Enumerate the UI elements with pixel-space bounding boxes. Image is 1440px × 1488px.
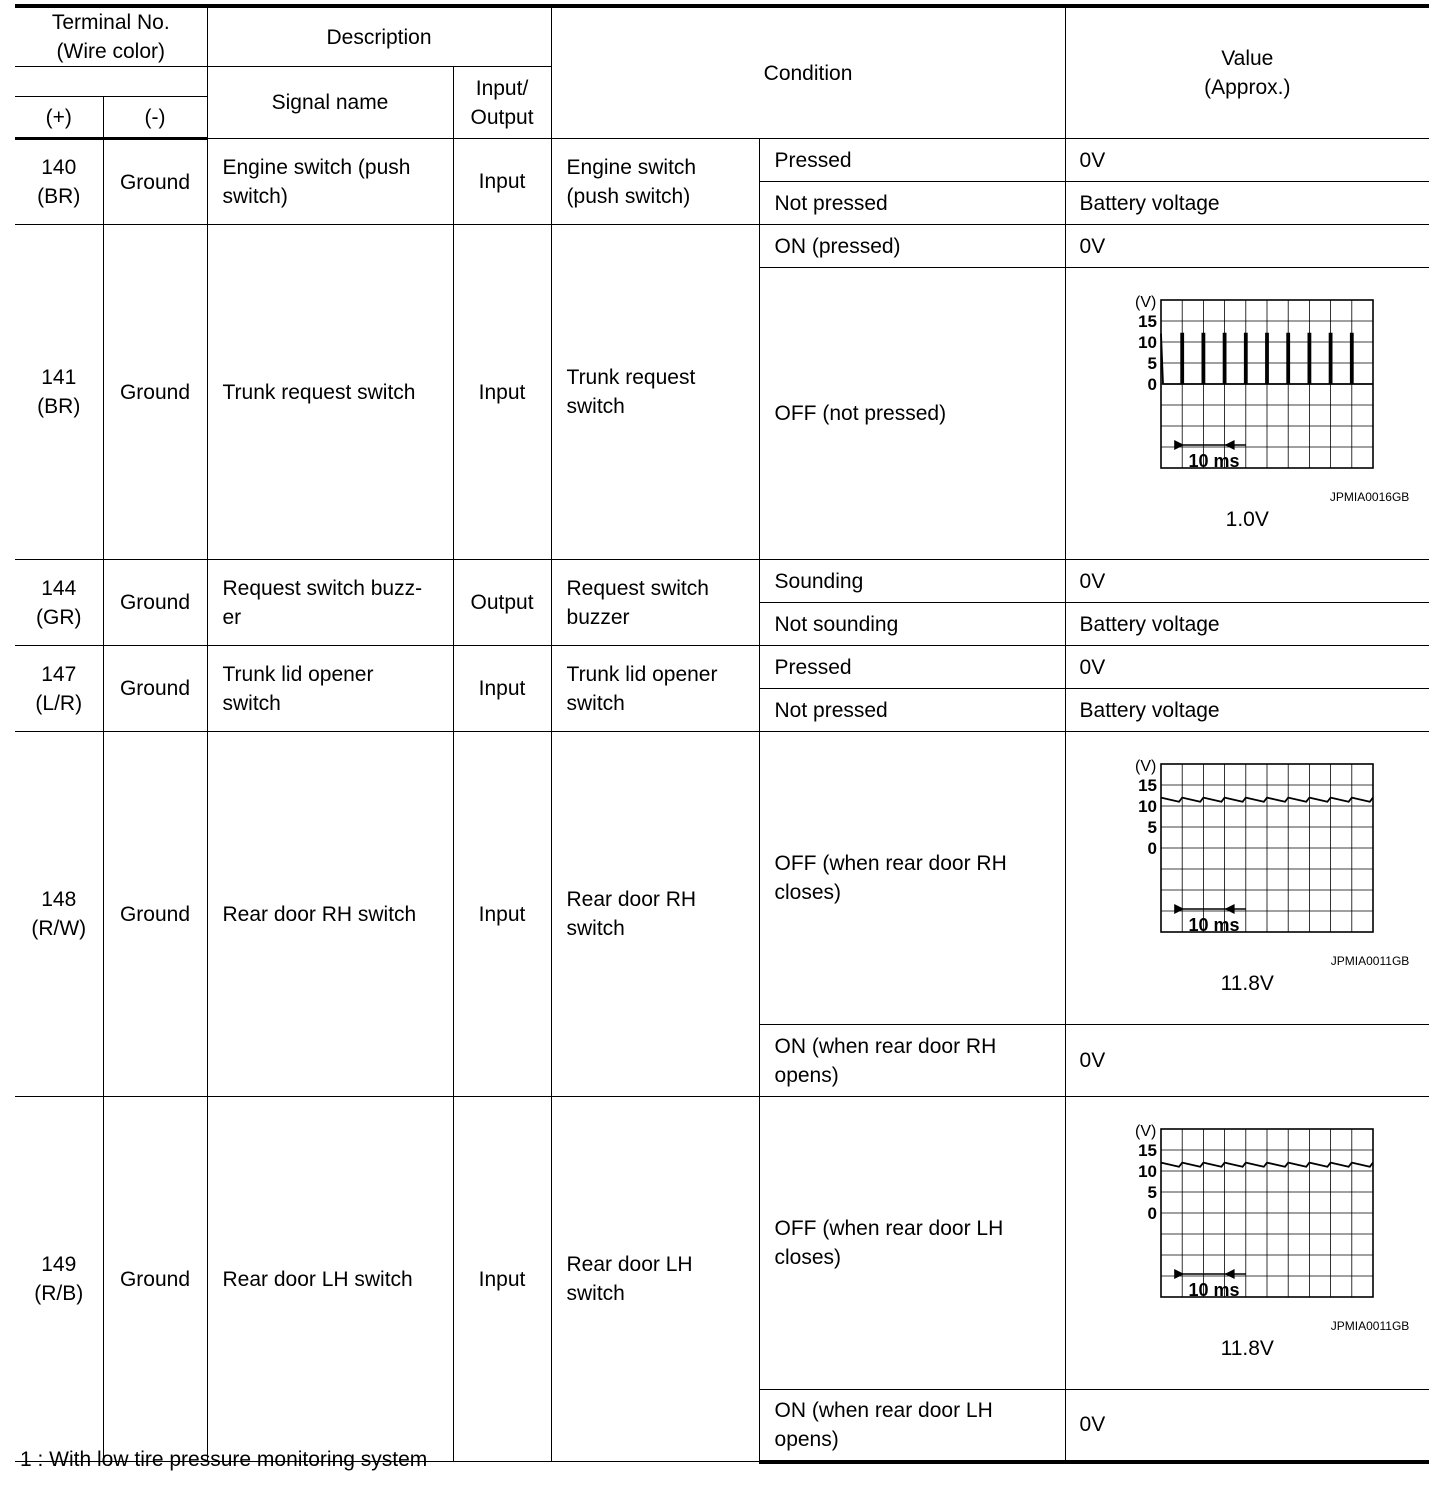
signal-name-cell (207, 560, 453, 646)
waveform-figure (1097, 1121, 1410, 1333)
waveform-value: 11.8V (1220, 1337, 1274, 1360)
condition-sub-cell (759, 732, 1065, 1025)
io-cell: Input (453, 1097, 551, 1462)
axis-unit: (V) (1135, 1123, 1157, 1140)
y-tick-label: 0 (1147, 1204, 1158, 1223)
time-scale-arrow-right (1174, 440, 1184, 450)
condition-sub-line: closes) (774, 881, 842, 904)
condition-sub-line: closes) (774, 1246, 842, 1269)
condition-sub-cell: Sounding (759, 560, 1065, 603)
condition-line: Trunk request (566, 366, 696, 389)
value-cell: 0V (1065, 225, 1429, 268)
signal-name-cell (207, 646, 453, 732)
terminal-cell (15, 560, 103, 646)
condition-main-cell (551, 646, 759, 732)
header-terminal-no (15, 6, 207, 67)
waveform-figure (1097, 756, 1410, 968)
value-cell: 0V (1065, 1025, 1429, 1097)
y-tick-label: 15 (1138, 311, 1158, 331)
condition-line: Rear door RH (566, 888, 697, 911)
condition-sub-line: opens) (774, 1427, 839, 1451)
y-tick-label: 10 (1138, 332, 1158, 352)
condition-line: switch (566, 917, 625, 940)
header-value (1065, 6, 1429, 139)
waveform-chart (1117, 756, 1377, 952)
axis-unit: (V) (1135, 293, 1157, 311)
condition-sub-cell: Pressed (759, 646, 1065, 689)
signal-name-line: switch (222, 691, 281, 715)
ground-cell: Ground (103, 1097, 207, 1462)
condition-sub-cell: ON (pressed) (759, 225, 1065, 268)
header-approx-label: (Approx.) (1204, 76, 1291, 99)
header-spacer (15, 67, 207, 97)
header-output-label: Output (470, 105, 534, 129)
y-tick-label: 0 (1147, 839, 1158, 858)
wire-color: (R/W) (31, 917, 87, 940)
terminal-number: 149 (41, 1253, 77, 1276)
condition-sub-line: OFF (when rear door LH (774, 1217, 1004, 1240)
condition-sub-cell: OFF (not pressed) (759, 268, 1065, 560)
terminal-table-section (15, 4, 1429, 1464)
time-scale-label: 10 ms (1188, 915, 1240, 935)
io-cell: Input (453, 139, 551, 225)
wire-color: (BR) (37, 185, 81, 208)
value-cell: Battery voltage (1065, 603, 1429, 646)
terminal-number: 141 (41, 366, 77, 389)
header-input-label: Input/ (475, 76, 529, 100)
condition-sub-cell: Pressed (759, 139, 1065, 182)
condition-main-cell (551, 732, 759, 1097)
signal-name-line: Engine switch (push (222, 155, 411, 179)
value-cell: 0V (1065, 560, 1429, 603)
value-cell: 0V (1065, 1390, 1429, 1462)
header-input-output (453, 67, 551, 139)
ground-cell: Ground (103, 732, 207, 1097)
terminal-number: 147 (41, 662, 77, 686)
y-tick-label: 5 (1147, 353, 1158, 373)
terminal-number: 144 (41, 576, 77, 600)
condition-sub-cell (759, 1097, 1065, 1390)
y-tick-label: 10 (1138, 1162, 1158, 1181)
terminal-cell (15, 225, 103, 560)
condition-main-cell (551, 225, 759, 560)
condition-line: Request switch (566, 576, 709, 600)
footnote: 1 : With low tire pressure monitoring system (20, 1448, 428, 1471)
y-tick-label: 15 (1138, 776, 1158, 795)
waveform-value: 1.0V (1225, 507, 1269, 531)
condition-sub-line: ON (when rear door LH (774, 1398, 993, 1422)
waveform-chart (1117, 1121, 1377, 1317)
value-waveform-cell (1065, 1097, 1429, 1390)
terminal-cell (15, 732, 103, 1097)
table-row (15, 139, 1429, 182)
condition-main-cell (551, 560, 759, 646)
terminal-cell (15, 646, 103, 732)
table-row (15, 1097, 1429, 1390)
header-wire-color-label: (Wire color) (56, 40, 165, 63)
waveform-figure (1097, 292, 1410, 504)
time-scale-label: 10 ms (1188, 450, 1240, 471)
header-plus: (+) (15, 97, 103, 139)
y-tick-label: 5 (1147, 818, 1158, 837)
io-cell: Input (453, 732, 551, 1097)
figure-id: JPMIA0011GB (1330, 1319, 1410, 1333)
signal-name-line: er (222, 605, 242, 629)
condition-line: switch (566, 1282, 625, 1305)
table-row (15, 646, 1429, 689)
io-cell: Output (453, 560, 551, 646)
figure-id: JPMIA0011GB (1330, 954, 1410, 968)
time-scale-arrow-left (1225, 1269, 1235, 1279)
signal-name-cell: Trunk request switch (207, 225, 453, 560)
condition-line: (push switch) (566, 184, 691, 208)
ground-cell: Ground (103, 225, 207, 560)
header-minus: (-) (103, 97, 207, 139)
header-signal-name: Signal name (207, 67, 453, 139)
condition-main-cell (551, 1097, 759, 1462)
table-row (15, 560, 1429, 603)
condition-line: switch (566, 691, 625, 715)
signal-name-cell (207, 139, 453, 225)
wire-color: (L/R) (35, 691, 83, 715)
value-cell: Battery voltage (1065, 689, 1429, 732)
value-cell: Battery voltage (1065, 182, 1429, 225)
time-scale-label: 10 ms (1188, 1280, 1240, 1300)
table-row (15, 732, 1429, 1025)
figure-id: JPMIA0016GB (1329, 489, 1410, 504)
value-waveform-cell (1065, 732, 1429, 1025)
wire-color: (GR) (36, 605, 82, 629)
condition-sub-line: OFF (when rear door RH (774, 852, 1007, 875)
value-cell: 0V (1065, 139, 1429, 182)
y-tick-label: 10 (1138, 797, 1158, 816)
wire-color: (R/B) (34, 1282, 84, 1305)
condition-sub-line: ON (when rear door RH (774, 1034, 997, 1058)
wire-color: (BR) (37, 395, 81, 418)
condition-line: buzzer (566, 605, 630, 629)
header-terminal-no-label: Terminal No. (51, 11, 170, 34)
condition-sub-cell: Not pressed (759, 182, 1065, 225)
y-tick-label: 15 (1138, 1141, 1158, 1160)
condition-sub-cell: Not pressed (759, 689, 1065, 732)
io-cell: Input (453, 225, 551, 560)
condition-line: switch (566, 395, 625, 418)
ground-cell: Ground (103, 560, 207, 646)
value-waveform-cell (1065, 268, 1429, 560)
time-scale-arrow-right (1174, 904, 1184, 914)
condition-line: Rear door LH (566, 1253, 693, 1276)
value-cell: 0V (1065, 646, 1429, 689)
time-scale-arrow-left (1225, 904, 1235, 914)
signal-name-line: Request switch buzz- (222, 576, 423, 600)
time-scale-arrow-left (1225, 440, 1235, 450)
terminal-number: 140 (41, 156, 77, 179)
ground-cell: Ground (103, 646, 207, 732)
io-cell: Input (453, 646, 551, 732)
header-value-label: Value (1221, 47, 1274, 70)
condition-line: Engine switch (566, 155, 697, 179)
signal-name-cell: Rear door LH switch (207, 1097, 453, 1462)
condition-sub-cell (759, 1025, 1065, 1097)
header-description: Description (207, 6, 551, 67)
signal-name-cell: Rear door RH switch (207, 732, 453, 1097)
ground-cell: Ground (103, 139, 207, 225)
terminal-cell (15, 139, 103, 225)
time-scale-arrow-right (1174, 1269, 1184, 1279)
signal-name-line: Trunk lid opener (222, 662, 374, 686)
waveform-value: 11.8V (1220, 972, 1274, 995)
waveform-chart (1117, 292, 1377, 488)
terminal-cell (15, 1097, 103, 1462)
condition-sub-line: opens) (774, 1063, 839, 1087)
table-row (15, 225, 1429, 268)
y-tick-label: 0 (1147, 374, 1158, 394)
condition-main-cell (551, 139, 759, 225)
axis-unit: (V) (1135, 758, 1157, 775)
condition-sub-cell (759, 1390, 1065, 1462)
signal-name-line: switch) (222, 184, 288, 208)
condition-line: Trunk lid opener (566, 662, 718, 686)
condition-sub-cell: Not sounding (759, 603, 1065, 646)
header-condition: Condition (551, 6, 1065, 139)
terminal-table (15, 4, 1429, 1464)
terminal-number: 148 (41, 888, 77, 911)
y-tick-label: 5 (1147, 1183, 1158, 1202)
